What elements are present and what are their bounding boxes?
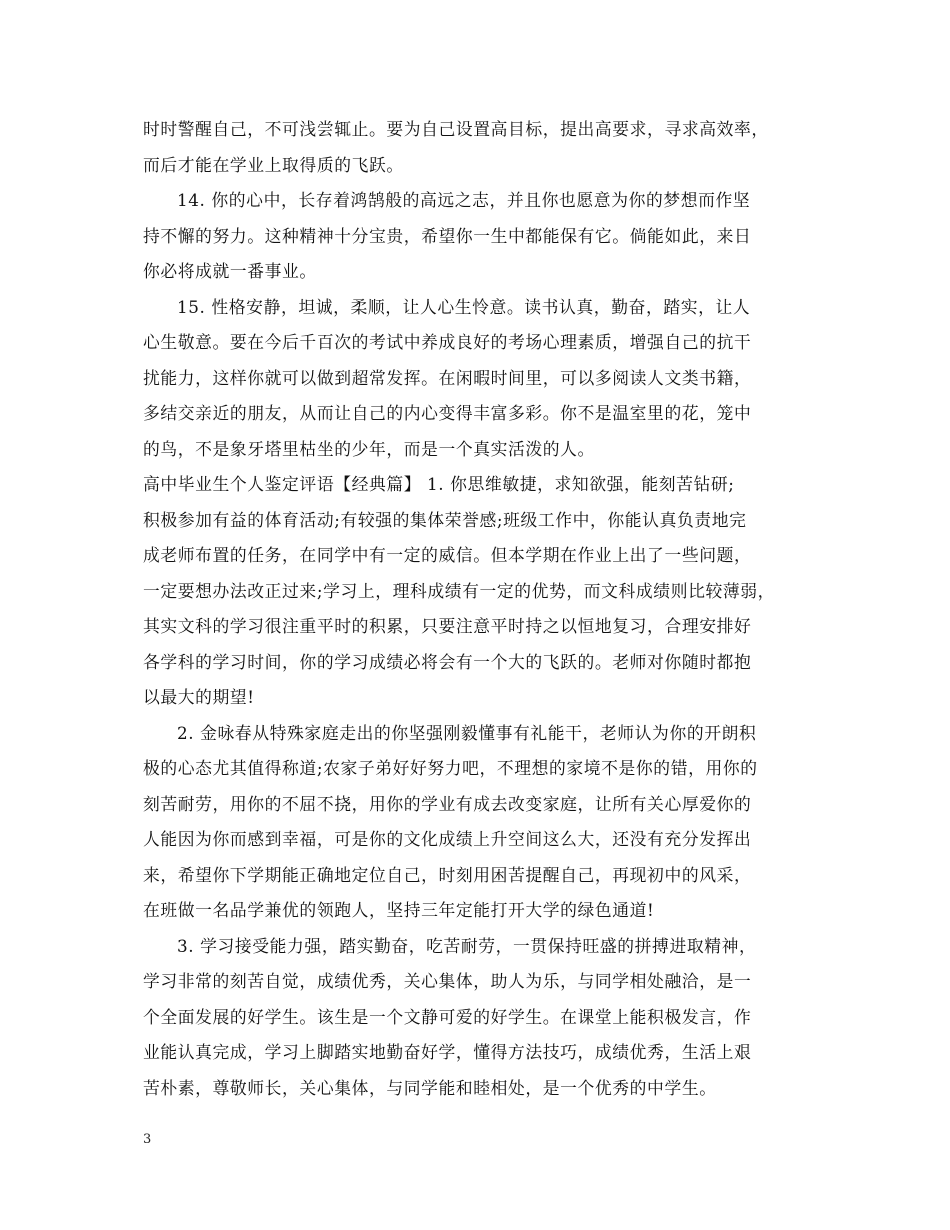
text-line: 的鸟，不是象牙塔里枯坐的少年，而是一个真实活泼的人。 [143,438,595,459]
text-line: 学习非常的刻苦自觉，成绩优秀，关心集体，助人为乐，与同学相处融洽，是一 [143,971,752,991]
text-line: 扰能力，这样你就可以做到超常发挥。在闲暇时间里，可以多阅读人文类书籍， [143,367,752,388]
text-line: 来，希望你下学期能正确地定位自己，时刻用困苦提醒自己，再现初中的风采， [143,864,752,885]
text-line: 业能认真完成，学习上脚踏实地勤奋好学，懂得方法技巧，成绩优秀，生活上艰 [143,1042,752,1062]
text-line: 其实文科的学习很注重平时的积累，只要注意平时持之以恒地复习，合理安排好 [143,616,752,636]
text-line: 14. 你的心中，长存着鸿鹄般的高远之志，并且你也愿意为你的梦想而作坚 [177,190,751,210]
text-line: 苦朴素，尊敬师长，关心集体，与同学能和睦相处，是一个优秀的中学生。 [143,1077,717,1098]
text-line: 极的心态尤其值得称道;农家子弟好好努力吧，不理想的家境不是你的错，用你的 [143,758,758,778]
text-line: 时时警醒自己，不可浅尝辄止。要为自己设置高目标，提出高要求，寻求高效率， [143,119,769,139]
text-line: 积极参加有益的体育活动;有较强的集体荣誉感;班级工作中，你能认真负责地完 [143,509,747,530]
text-line: 人能因为你而感到幸福，可是你的文化成绩上升空间这么大，还没有充分发挥出 [143,829,752,849]
text-line: 持不懈的努力。这种精神十分宝贵，希望你一生中都能保有它。倘能如此，来日 [143,225,752,246]
text-line: 在班做一名品学兼优的领跑人，坚持三年定能打开大学的绿色通道! [143,900,655,920]
text-line: 而后才能在学业上取得质的飞跃。 [143,154,404,175]
text-line: 成老师布置的任务，在同学中有一定的威信。但本学期在作业上出了一些问题， [143,545,752,565]
text-line: 15. 性格安静，坦诚，柔顺，让人心生怜意。读书认真，勤奋，踏实，让人 [177,296,751,317]
document-body [143,112,833,1106]
text-line: 以最大的期望! [143,687,255,707]
text-line: 一定要想办法改正过来;学习上，理科成绩有一定的优势，而文科成绩则比较薄弱， [143,580,775,601]
text-line: 心生敬意。要在今后千百次的考试中养成良好的考场心理素质，增强自己的抗干 [143,332,752,352]
text-line: 你必将成就一番事业。 [143,261,317,281]
text-line: 个全面发展的好学生。该生是一个文静可爱的好学生。在课堂上能积极发言，作 [143,1006,752,1027]
text-line: 2. 金咏春从特殊家庭走出的你坚强刚毅懂事有礼能干，老师认为你的开朗积 [177,722,757,743]
text-line: 3. 学习接受能力强，踏实勤奋，吃苦耐劳，一贯保持旺盛的拼搏进取精神， [177,935,757,956]
text-line: 高中毕业生个人鉴定评语【经典篇】 1. 你思维敏捷，求知欲强，能刻苦钻研; [143,474,735,494]
page-number: 3 [143,1132,152,1147]
text-line: 多结交亲近的朋友，从而让自己的内心变得丰富多彩。你不是温室里的花，笼中 [143,403,752,423]
text-line: 各学科的学习时间，你的学习成绩必将会有一个大的飞跃的。老师对你随时都抱 [143,651,752,672]
text-line: 刻苦耐劳，用你的不屈不挠，用你的学业有成去改变家庭，让所有关心厚爱你的 [143,793,752,814]
